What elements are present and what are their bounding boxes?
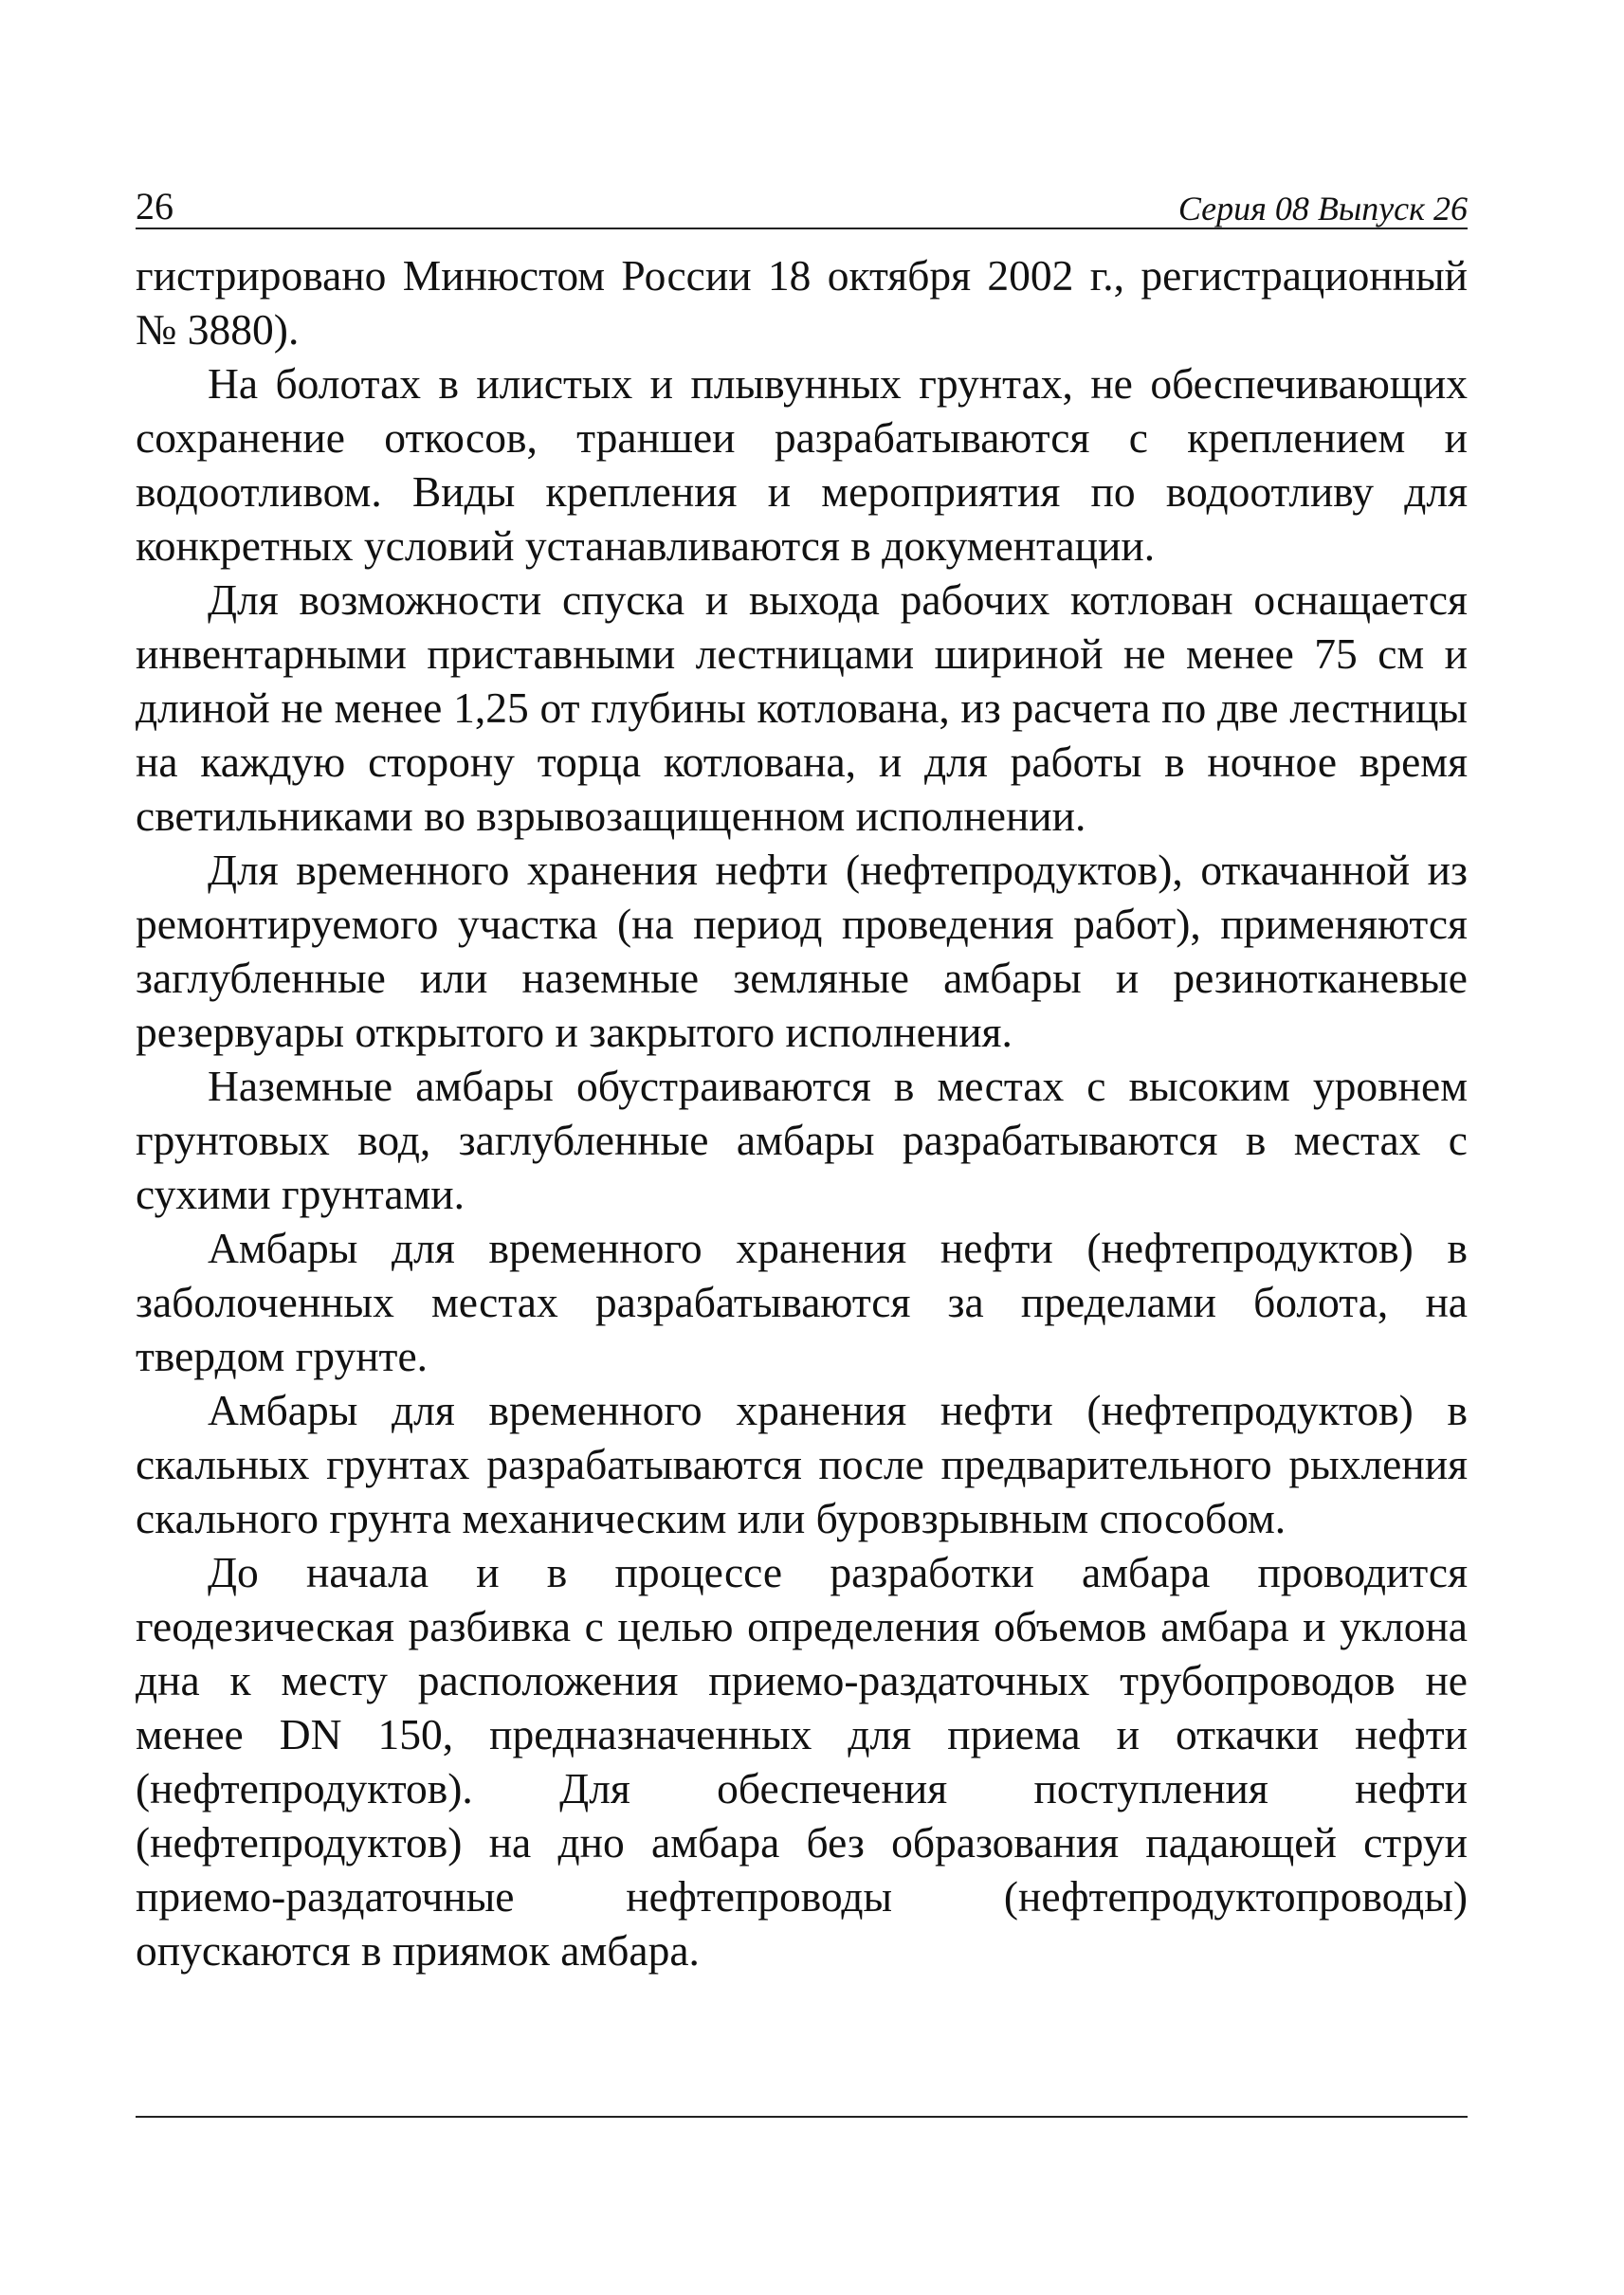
paragraph: На болотах в илистых и плывунных грунтах, не обеспечивающих сохранение откосов, траншеи разрабатываются с креплением и водоотливом. Виды крепления и мероприятия по водоотливу для конкретных условий устанавливаются в документации.: [136, 359, 1468, 570]
page-header: [136, 182, 1468, 229]
paragraph: Наземные амбары обустраиваются в местах с высоким уровнем грунтовых вод, заглубленные амбары разрабатываются в местах с сухими грунтами.: [136, 1062, 1468, 1218]
paragraph-continued: гистрировано Минюстом России 18 октября 2002 г., регистрационный № 3880).: [136, 251, 1468, 354]
page-number: 26: [136, 185, 173, 228]
paragraph: Для возможности спуска и выхода рабочих котлован оснащается инвентарными приставными лестницами шириной не менее 75 см и длиной не менее 1,25 от глубины котлована, из расчета по две лестницы на каждую сторону торца котлована, и для работы в ночное время светильниками во взрывозащищенном исполнении.: [136, 575, 1468, 840]
body-text: [136, 248, 1468, 1977]
paragraph: Амбары для временного хранения нефти (нефтепродуктов) в заболоченных местах разрабатываются за пределами болота, на твердом грунте.: [136, 1224, 1468, 1380]
paragraph: Для временного хранения нефти (нефтепродуктов), откачанной из ремонтируемого участка (на период проведения работ), применяются заглубленные или наземные земляные амбары и резинотканевые резервуары открытого и закрытого исполнения.: [136, 846, 1468, 1056]
paragraph: До начала и в процессе разработки амбара проводится геодезическая разбивка с целью определения объемов амбара и уклона дна к месту расположения приемо-раздаточных трубопроводов не менее DN 150, предназначенных для приема и откачки нефти (нефтепродуктов). Для обеспечения поступления нефти (нефтепродуктов) на дно амбара без образования падающей струи приемо-раздаточные нефтепроводы (нефтепродуктопроводы) опускаются в приямок амбара.: [136, 1548, 1468, 1975]
paragraph: Амбары для временного хранения нефти (нефтепродуктов) в скальных грунтах разрабатываются после предварительного рыхления скального грунта механическим или буровзрывным способом.: [136, 1386, 1468, 1542]
running-head: Серия 08 Выпуск 26: [1177, 190, 1468, 228]
bottom-rule: [136, 2116, 1468, 2118]
